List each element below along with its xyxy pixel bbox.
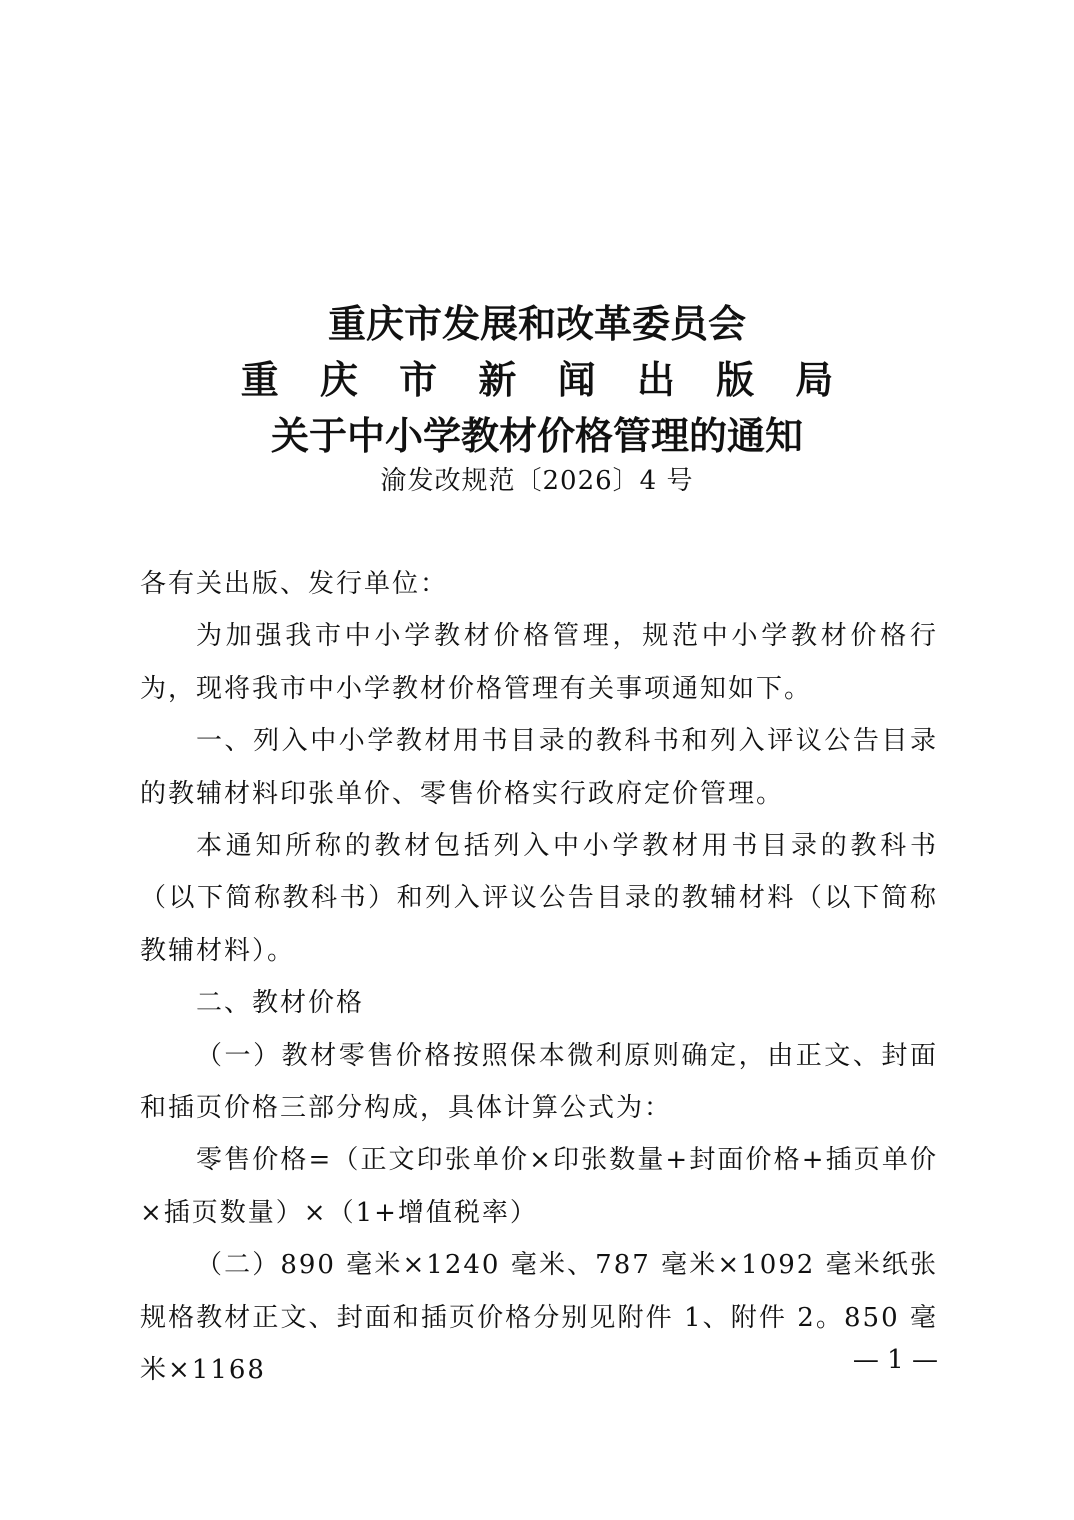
paragraph-item-2: （二）890 毫米×1240 毫米、787 毫米×1092 毫米纸张规格教材正文、封面和插页价格分别见附件 1、附件 2。850 毫米×1168	[140, 1250, 938, 1386]
paragraph-definition: 本通知所称的教材包括列入中小学教材用书目录的教科书（以下简称教科书）和列入评议公告目录的教辅材料（以下简称教辅材料）。	[140, 831, 938, 966]
salutation: 各有关出版、发行单位：	[140, 569, 449, 599]
title-line-subject: 关于中小学教材价格管理的通知	[270, 413, 803, 458]
paragraph-section-1: 一、列入中小学教材用书目录的教科书和列入评议公告目录的教辅材料印张单价、零售价格实行政府定价管理。	[140, 726, 938, 809]
paragraph-formula: 零售价格=（正文印张单价×印张数量+封面价格+插页单价×插页数量）×（1+增值税率）	[140, 1145, 938, 1228]
paragraph-intro: 为加强我市中小学教材价格管理，规范中小学教材价格行为，现将我市中小学教材价格管理有关事项通知如下。	[140, 621, 938, 704]
document-title	[0, 296, 1074, 464]
section-heading-2: 二、教材价格	[196, 988, 365, 1019]
paragraph-item-1: （一）教材零售价格按照保本微利原则确定，由正文、封面和插页价格三部分构成，具体计算公式为：	[140, 1040, 938, 1124]
document-body	[140, 558, 938, 1397]
page-number: — 1 —	[852, 1345, 938, 1375]
title-line-issuer-2: 重 庆 市 新 闻 出 版 局	[240, 357, 848, 402]
title-line-issuer-1: 重庆市发展和改革委员会	[327, 301, 746, 346]
document-number: 渝发改规范〔2026〕4 号	[380, 466, 694, 496]
